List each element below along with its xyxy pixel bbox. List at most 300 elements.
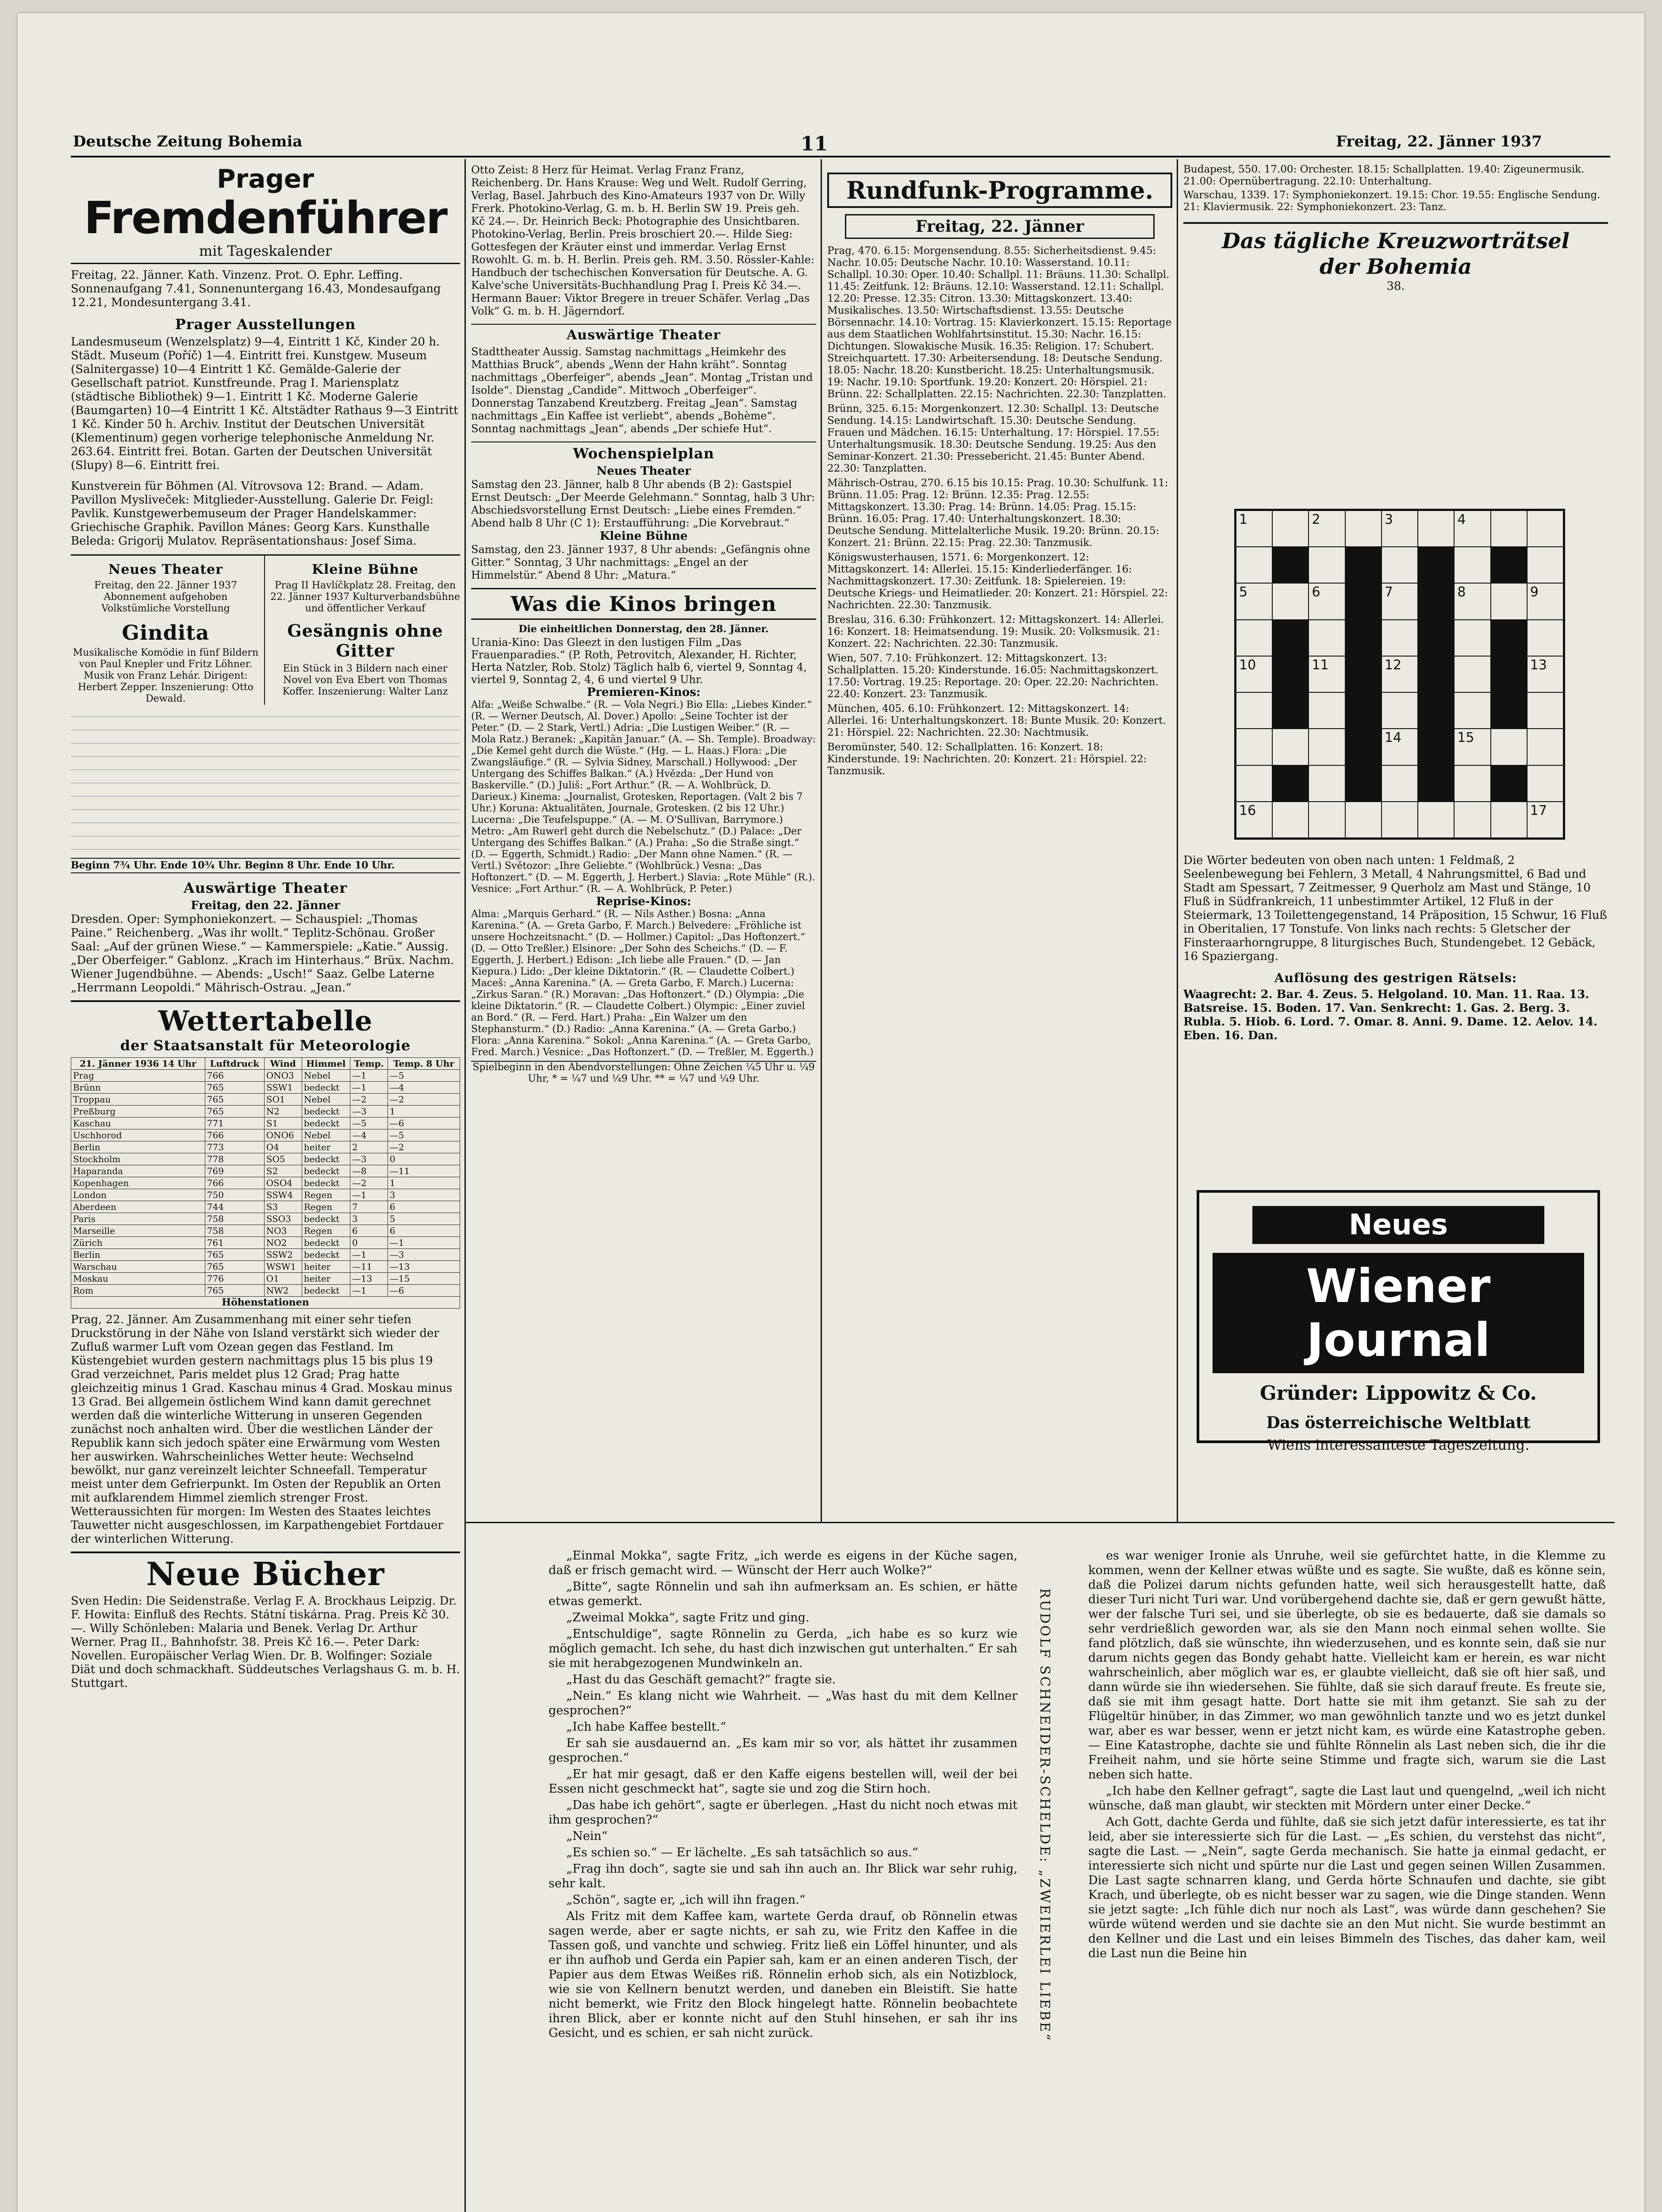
weather-subtitle: der Staatsanstalt für Meteorologie [120,1037,411,1054]
story-paragraph: „Es schien so.“ — Er lächelte. „Es sah tatsächlich so aus.“ [566,1846,918,1859]
radio-prag: Prag, 470. 6.15: Morgensendung. 8.55: Sicherheitsdienst. 9.45: Nachr. 10.05: Deutsche Nachr. 10.10: Wasserstand. 10.11: Schallpl. 10.30: Oper. 10.40: Schallpl. 11: Bräuns. 11.30: Schallpl. 11.45: Zeitfunk. 12: Bräuns. 12.10: Wasserstand. 12.11: Schallpl. 12.20: Presse. 12.35: Citron. 13.30: Mittagskonzert. 13.40: Musikalisches. 13.50: Wirtschaftsdienst. 13.55: Deutsche Börsennachr. 14.10: Vortrag. 15: Klavierkonzert. 15.15: Reportage aus dem Staatlichen Wohlfahrtsinstitut. 15.30: Nachr. 16.15: Dichtungen. Slowakische Musik. 16.35: Religion. 17: Schubert. Streichquartett. 17.30: Arbeitersendung. 18: Deutsche Sendung. 18.05: Nachr. 18.20: Kunstbericht. 18.25: Unterhaltungsmusik. 19: Nachr. 19.10: Sportfunk. 19.20: Konzert. 20: Hörspiel. 21: Brünn. 22: Schallplatten. 22.15: Nachrichten. 22.30: Tanzplatten. [827,245,1172,400]
weather-sky: Regen [302,1201,350,1213]
weather-wind: O1 [264,1273,302,1285]
crossword-cell[interactable] [1382,620,1418,656]
crossword-black-cell [1345,656,1382,692]
crossword-cell[interactable] [1491,583,1527,619]
crossword-number: 2 [1312,512,1320,527]
radio-title: Rundfunk-Programme. [827,173,1172,208]
radio-budapest: Budapest, 550. 17.00: Orchester. 18.15: Schallplatten. 19.40: Zigeunermusik. 21.00: Opernübertragung. 22.10: Unterhaltung. [1183,164,1585,187]
weather-row [71,1249,460,1261]
crossword-cell[interactable] [1454,765,1490,802]
weather-temp8: —4 [388,1082,460,1094]
weather-row [71,1118,460,1129]
crossword-cell[interactable] [1454,583,1490,619]
weather-col-pressure: Luftdruck [205,1058,264,1070]
story-paragraph: es war weniger Ironie als Unruhe, weil sie gefürchtet hatte, in die Klemme zu kommen, wenn der Kellner etwas wüßte und es sagte. Sie wußte, daß es könne sein, daß die Polizei darum nichts gefunden hatte, weil sich herausgestellt hatte, daß dieser Turi nicht Turi war. Und vorübergehend dachte sie, daß er gern gewußt hätte, wer der falsche Turi sei, und sie überlegte, ob sie es bedauerte, daß sie damals so sehr verdrießlich geworden war, als sie den Mann noch einmal sehen wollte. Sie fand plötzlich, daß sie wünschte, ihn wiederzusehen, und es konnte sein, daß sie nur darum nichts gegen das Bondy gehabt hatte. Vielleicht kam er herein, es war nicht wahrscheinlich, aber möglich war es, er glaubte vielleicht, daß sie oft hier saß, und dann würde sie ihn wiedersehen. Sie fühlte, daß sie sich darauf freute. Es freute sie, daß sie mit ihm gesagt hatte. Dort hatte sie mit ihm getanzt. Sie sah zu der Flügeltür hinüber, in das Zimmer, wo man gewöhnlich tanzte und wo es jetzt dunkel war, aber es war besser, wenn er jetzt nicht kam, es würde eine Katastrophe geben. — Eine Katastrophe, dachte sie und fühlte Rönnelin als Last neben sich, die ihr die Freiheit nahm, und sie hörte seine Stimme und fragte sich, warum sie die Last neben sich hatte. [1088,1549,1606,1782]
weather-sky: bedeckt [302,1237,350,1249]
crossword-cell[interactable] [1527,656,1563,692]
crossword-number: 4 [1457,512,1466,527]
weather-wind: ONO3 [264,1070,302,1082]
weather-col-temp8: Temp. 8 Uhr [388,1058,460,1070]
weather-pressure: 750 [205,1189,264,1201]
outside-theater-heading: Auswärtige Theater [183,879,348,896]
weather-report: Prag, 22. Jänner. Am Zusammenhang mit einer sehr tiefen Druckstörung in der Nähe von Island verstärkt sich wieder der Zufluß warmer Luft vom Ozean gegen das Festland. Im Küstengebiet wurden gestern nachmittags plus 15 bis plus 19 Grad verzeichnet, Paris meldet plus 12 Grad; Prag hatte gleichzeitig minus 1 Grad. Kaschau minus 4 Grad. Moskau minus 13 Grad. Bei allgemein östlichem Wind kann damit gerechnet werden daß die winterliche Witterung in unseren Gegenden zunächst noch anhalten wird. Über die westlichen Länder der Republik kann sich jedoch später eine Erwärmung vom Westen her auswirken. Wahrscheinliches Wetter heute: Wechselnd bewölkt, nur ganz vereinzelt leichter Schneefall. Temperatur meist unter dem Gefrierpunkt. Im Osten der Republik an Orten mit aufklarendem Himmel ziemlich strenger Frost. Wetteraussichten für morgen: Im Westen des Staates leichtes Tauwetter nicht ausgeschlossen, im Karpathengebiet Fortdauer der winterlichen Witterung. [71,1313,453,1546]
story-paragraph: Ach Gott, dachte Gerda und fühlte, daß sie sich jetzt dafür interessierte, es tat ihr leid, aber sie interessierte sich für die Last. — „Es schien, du verstehst das nicht“, sagte die Last. — „Nein“, sagte Gerda mechanisch. Sie hatte ja einmal gedacht, er interessierte sich nicht und spürte nur die Last und gegen seinen Willen Zusammen. Die Last sagte schnarren klang, und Gerda hörte Schnaufen und dachte, sie gibt Krach, und überlegte, ob es nicht besser war zu sagen, wie die Dinge standen. Wenn sie jetzt sagte: „Ich fühle dich nur noch als Last“, was würde dann geschehen? Sie würde wütend werden und sie dachte sie an den Mut nicht. Sie wurde bestimmt an den Kellner und die Last und ein leises Bimmeln des Tisches, das daher kam, weil die Last nun die Beine hin [1088,1815,1606,1960]
crossword-black-cell [1345,692,1382,729]
weather-temp: —3 [350,1153,388,1165]
weather-table [71,1057,460,1297]
weather-sky: heiter [302,1141,350,1153]
weather-city: Haparanda [71,1165,205,1177]
weather-temp: —2 [350,1177,388,1189]
story-paragraph: „Einmal Mokka“, sagte Fritz, „ich werde es eigens in der Küche sagen, daß er frisch gemacht wird. — Wünscht der Herr auch Wolke?“ [549,1549,1017,1577]
weather-temp8: —2 [388,1141,460,1153]
story-paragraph: „Schön“, sagte er, „ich will ihn fragen.“ [566,1893,806,1907]
crossword-cell[interactable] [1272,729,1309,765]
crossword-number: 8 [1457,584,1466,600]
guide-title-top: Prager [217,164,314,194]
crossword-cell[interactable] [1527,511,1563,547]
crossword-number: 14 [1384,730,1402,746]
premiere-heading: Premieren-Kinos: [587,686,701,699]
weather-wind: O4 [264,1141,302,1153]
story-paragraph: „Bitte“, sagte Rönnelin und sah ihn aufmerksam an. Es schien, er hätte etwas gemerkt. [549,1580,1017,1608]
kino-urania: Urania-Kino: Das Gleezt in den lustigen Film „Das Frauenparadies.“ (P. Roth, Petrovitch, Alexander, H. Richter, Herta Natzler, Rob. Stolz) Täglich halb 6, viertel 9, Sonntag 4, viertel 9, Sonntag 2, 4, 6 und viertel 9 Uhr. [471,636,807,686]
crossword-number: 9 [1530,584,1539,600]
weather-city: Rom [71,1285,205,1297]
weather-row [71,1225,460,1237]
weather-temp: 6 [350,1225,388,1237]
story-paragraph: „Zweimal Mokka“, sagte Fritz und ging. [566,1611,810,1624]
radio-bruenn: Brünn, 325. 6.15: Morgenkonzert. 12.30: Schallpl. 13: Deutsche Sendung. 14.15: Landwirtschaft. 15.30: Deutsche Sendung. Frauen und Mädchen. 16.15: Unterhaltung. 17: Hörspiel. 17.55: Unterhaltungsmusik. 18.30: Deutsche Sendung. 19.25: Aus den Seminar-Konzert. 21.30: Pressebericht. 21.45: Bunter Abend. 22.30: Tanzplatten. [827,403,1159,474]
weather-sky: heiter [302,1261,350,1273]
weather-temp8: —13 [388,1261,460,1273]
crossword-cell[interactable] [1309,692,1345,729]
story-paragraph: „Ich habe Kaffee bestellt.“ [566,1720,726,1734]
crossword-cell[interactable] [1382,692,1418,729]
crossword-black-cell [1418,547,1454,583]
weather-temp: 3 [350,1213,388,1225]
story-rule [464,1522,1615,1523]
weather-row [71,1201,460,1213]
crossword-cell[interactable] [1309,802,1345,838]
header-rule [71,156,1610,157]
crossword-cell[interactable] [1309,583,1345,619]
crossword-black-cell [1491,547,1527,583]
weather-row [71,1237,460,1249]
weather-row [71,1082,460,1094]
weather-pressure: 744 [205,1201,264,1213]
weather-section [71,1000,460,1546]
crossword-cell[interactable] [1454,692,1490,729]
weather-temp: —3 [350,1106,388,1118]
weather-sky: bedeckt [302,1118,350,1129]
weather-wind: NO2 [264,1237,302,1249]
crossword-cell[interactable] [1454,620,1490,656]
story-paragraph: „Hast du das Geschäft gemacht?“ fragte sie. [566,1673,836,1686]
crossword-cell[interactable] [1272,511,1309,547]
story-paragraph: „Das habe ich gehört“, sagte er überlegen. „Hast du nicht noch etwas mit ihm gesprochen?“ [549,1798,1017,1827]
aus-theater-text: Stadttheater Aussig. Samstag nachmittags „Heimkehr des Matthias Bruck“, abends „Wenn der Hahn kräht“. Sonntag nachmittags „Oberfeiger“, abends „Jean“. Montag „Tristan und Isolde“. Dienstag „Candide“. Mittwoch „Oberfeiger“. Donnerstag Tanzabend Kreutzberg. Freitag „Jean“. Samstag nachmittags „Ein Kaffee ist verliebt“, abends „Bohème“. Sonntag nachmittags „Jean“, abends „Der schiefe Hut“. [471,346,813,435]
weather-wind: SSO3 [264,1213,302,1225]
weather-wind: SO5 [264,1153,302,1165]
weather-temp: —1 [350,1070,388,1082]
header-paper-name: Deutsche Zeitung Bohemia [73,133,303,150]
crossword-number: 7 [1384,584,1393,600]
crossword-cell[interactable] [1527,765,1563,802]
kleine-buehne-credits: Ein Stück in 3 Bildern nach einer Novel von Eva Ebert von Thomas Koffer. Inszenierung: Walter Lanz [282,663,448,697]
crossword-text [1183,854,1608,1172]
story-paragraph: „Nein.“ Es klang nicht wie Wahrheit. — „Was hast du mit dem Kellner gesprochen?“ [549,1689,1017,1717]
weather-row [71,1106,460,1118]
weather-city: Paris [71,1213,205,1225]
crossword-cell[interactable] [1236,547,1272,583]
weather-temp: —1 [350,1249,388,1261]
crossword-black-cell [1345,583,1382,619]
weather-sky: Regen [302,1225,350,1237]
exhibitions-heading: Prager Ausstellungen [175,316,356,333]
weather-temp: —5 [350,1118,388,1129]
cast-list-lines [71,708,460,854]
weather-city: Warschau [71,1261,205,1273]
new-books-continued: Otto Zeist: 8 Herz für Heimat. Verlag Franz Franz, Reichenberg. Dr. Hans Krause: Weg und Welt. Rudolf Gerring, Verlag, Basel. Jahrbuch des Kino-Amateurs 1937 von Dr. Willy Frerk. Photokino-Verlag, G. m. b. H. Berlin SW 19. Preis geh. Kč 24.—. Dr. Heinrich Beck: Photographie des Unsichtbaren. Photokino-Verlag, Berlin. Preis broschiert 20.—. Hilde Sieg: Gottesfegen der Kräuter einst und immerdar. Verlag Ernst Rowohlt. G. m. b. H. Berlin. Preis geh. RM. 3.50. Rössler-Kahle: Handbuch der tschechischen Konversation für Deutsche. A. G. Kalve'sche Universitäts-Buchhandlung Prag I. Preis Kč 34.—. Hermann Bauer: Viktor Bregere in treuer Schäfer. Verlag „Das Volk“ G. m. b. H. Jägerndorf. [471,164,814,317]
weather-temp: —2 [350,1094,388,1106]
crossword-number: 15 [1457,730,1474,746]
books-list: Sven Hedin: Die Seidenstraße. Verlag F. A. Brockhaus Leipzig. Dr. F. Howita: Einfluß des Rechts. Státní tiskárna. Prag. Preis Kč 30.—. Willy Schönleben: Malaria und Benek. Verlag Dr. Arthur Werner. Prag II., Bahnhofstr. 38. Preis Kč 16.—. Peter Dark: Novellen. Europäischer Verlag Wien. Dr. B. Wolfinger: Soziale Diät und doch schmackhaft. Süddeutsches Verlagshaus G. m. b. H. Stuttgart. [71,1594,460,1690]
weekly-neues-theater: Neues Theater [596,465,691,478]
weather-temp8: —15 [388,1273,460,1285]
neues-theater-credits: Musikalische Komödie in fünf Bildern von Paul Knepler und Fritz Löhner. Musik von Franz Lehár. Dirigent: Herbert Zepper. Inszenierung: Otto Dewald. [73,647,259,704]
weather-wind: ONO6 [264,1129,302,1141]
weather-temp8: —5 [388,1129,460,1141]
weather-wind: SSW4 [264,1189,302,1201]
weather-sky: heiter [302,1273,350,1285]
crossword-black-cell [1418,765,1454,802]
crossword-black-cell [1272,620,1309,656]
weather-wind: NO3 [264,1225,302,1237]
crossword-black-cell [1418,692,1454,729]
fremdenfuehrer-column [71,164,460,2212]
weather-temp8: 0 [388,1153,460,1165]
weather-row [71,1094,460,1106]
crossword-cell[interactable] [1345,511,1382,547]
crossword-black-cell [1418,620,1454,656]
crossword-black-cell [1345,547,1382,583]
kleine-buehne-heading: Kleine Bühne [311,562,419,577]
column-divider [821,159,822,1522]
weekly-neues-theater-text: Samstag den 23. Jänner, halb 8 Uhr abends (B 2): Gastspiel Ernst Deutsch: „Der Meerde Gelehmann.“ Sonntag, halb 3 Uhr: Abschiedsvorstellung Ernst Deutsch: „Liebe eines Fremden.“ Abend halb 8 Uhr (C 1): Erstaufführung: „Die Korvebraut.“ [471,478,815,529]
weather-temp8: —1 [388,1237,460,1249]
crossword-cell[interactable] [1236,802,1272,838]
newspaper-page [18,13,1644,2212]
crossword-black-cell [1418,656,1454,692]
weather-city: Brünn [71,1082,205,1094]
crossword-cell[interactable] [1236,692,1272,729]
neues-theater-date: Freitag, den 22. Jänner 1937 Abonnement aufgehoben Volkstümliche Vorstellung [94,580,237,614]
weather-wind: S1 [264,1118,302,1129]
reprise-heading: Reprise-Kinos: [596,895,691,908]
books-title: Neue Bücher [146,1555,385,1593]
weather-wind: S3 [264,1201,302,1213]
ad-line-4: Das österreichische Weltblatt [1266,1413,1531,1432]
weather-row [71,1213,460,1225]
weather-temp: —1 [350,1082,388,1094]
weather-city: Troppau [71,1094,205,1106]
weather-wind: SSW2 [264,1249,302,1261]
exhibitions-text: Landesmuseum (Wenzelsplatz) 9—4, Eintritt 1 Kč, Kinder 20 h. Städt. Museum (Poříč) 1—4. Eintritt frei. Kunstgew. Museum (Salnitergasse) 10—4 Eintritt 1 Kč. Gemälde-Galerie der Gesellschaft patriot. Kunstfreunde. Prag I. Mariensplatz (städtische Bibliothek) 9—1. Eintritt 1 Kč. Moderne Galerie (Baumgarten) 10—4 Eintritt 1 Kč. Altstädter Rathaus 9—3 Eintritt 1 Kč. Kinder 50 h. Archiv. Institut der Deutschen Universität (Klementinum) gegen vorherige telephonische Anmeldung Nr. 263.64. Eintritt frei. Botan. Garten der Deutschen Universität (Slupy) 8—6. Eintritt frei. [71,335,458,472]
crossword-cell[interactable] [1527,802,1563,838]
weather-wind: OSO4 [264,1177,302,1189]
weather-temp: —11 [350,1261,388,1273]
weather-sky: bedeckt [302,1106,350,1118]
crossword-cell[interactable] [1491,511,1527,547]
crossword-black-cell [1345,620,1382,656]
weather-temp8: —5 [388,1070,460,1082]
weekly-kleine-buehne-text: Samstag, den 23. Jänner 1937, 8 Uhr abends: „Gefängnis ohne Gitter.“ Sonntag, 3 Uhr nachmittags: „Engel an der Himmelstür.“ Abend 8 Uhr: „Matura.“ [471,543,810,581]
weather-table-date: 21. Jänner 1936 14 Uhr [71,1058,205,1070]
weather-sky: bedeckt [302,1153,350,1165]
crossword-cell[interactable] [1272,802,1309,838]
weather-city: Aberdeen [71,1201,205,1213]
weather-sky: Nebel [302,1129,350,1141]
guide-subtitle: mit Tageskalender [71,242,460,264]
crossword-cell[interactable] [1309,729,1345,765]
crossword-clues: Die Wörter bedeuten von oben nach unten: 1 Feldmaß, 2 Seelenbewegung bei Fehlern, 3 Metall, 4 Nahrungsmittel, 6 Bad und Stadt am Spessart, 7 Zeitmesser, 9 Querholz am Mast und Stänge, 10 Fluß in Südfrankreich, 11 unbestimmter Artikel, 12 Fluß in der Steiermark, 13 Toilettengegenstand, 14 Präposition, 15 Schwur, 16 Fluß in Oberitalien, 17 Tonstufe. Von links nach rechts: 5 Gletscher der Finsteraarhorngruppe, 8 liturgisches Buch, Stundengebet. 12 Gebäck, 16 Spaziergang. [1183,854,1607,963]
crossword-cell[interactable] [1527,729,1563,765]
reprise-list: Alma: „Marquis Gerhard.“ (R. — Nils Asther.) Bosna: „Anna Karenina.“ (A. — Greta Garbo, F. March.) Belvedere: „Fröhliche ist unsere Hochzeitsnacht.“ (D. — Hollmer.) Capitol: „Das Hoftonzert.“ (D. — Otto Treßler.) Elsinore: „Der Sohn des Scheichs.“ (D. — F. Eggerth, J. Herbert.) Edison: „Ich liebe alle Frauen.“ (D. — Jan Kiepura.) Lido: „Der kleine Diktatorin.“ (R. — Claudette Colbert.) Maceš: „Anna Karenina.“ (A. — Greta Garbo, F. March.) Lucerna: „Zirkus Saran.“ (R.) Moravan: „Das Hoftonzert.“ (D.) Olympia: „Die kleine Diktatorin.“ (R. — Claudette Colbert.) Olympic: „Einer zuviel an Bord.“ (R. — Ferd. Hart.) Praha: „Ein Walzer um den Stephansturm.“ (D.) Radio: „Anna Karenina.“ (A. — Greta Garbo.) Flora: „Anna Karenina.“ Sokol: „Anna Karenina.“ (A. — Greta Garbo, Fred. March.) Vesnice: „Das Hoftonzert.“ (D. — Treßler, M. Eggerth.) [471,909,814,1058]
weather-pressure: 766 [205,1177,264,1189]
premiere-list: Alfa: „Weiße Schwalbe.“ (R. — Vola Negri.) Bio Ella: „Liebes Kinder.“ (R. — Werner Deutsch, Al. Dover.) Apollo: „Seine Tochter ist der Peter.“ (D. — 2 Stark, Vertl.) Adria: „Die Lustigen Weiber.“ (R. — Mola Ratz.) Beranek: „Kapitän Januar.“ (A. — Sh. Temple). Broadway: „Die Kemel geht durch die Wüste.“ (Hg. — L. Haas.) Flora: „Die Zwangsläufige.“ (R. — Sylvia Sidney, Marschall.) Hollywood: „Der Untergang des Schiffes Balkan.“ (A.) Hvězda: „Der Hund von Baskerville.“ (D.) Juliš: „Fort Arthur.“ (R. — A. Wohlbrück, D. Darieux.) Kinema: „Journalist, Grotesken, Reportagen. (Valt 2 bis 7 Uhr.) Koruna: Aktualitäten, Journale, Grotesken. (2 bis 12 Uhr.) Lucerna: „Die Teufelspuppe.“ (A. — M. O'Sullivan, Barrymore.) Metro: „Am Ruwerl geht durch die Nebelschutz.“ (D.) Palace: „Der Untergang des Schiffes Balkan.“ (A.) Praha: „So die Straße singt.“ (D. — Eggerth, Schmidt.) Radio: „Der Mann ohne Namen.“ (R. — Vertl.) Světozor: „Ihre Geliebte.“ (Wohlbrück.) Vesna: „Das Hoftonzert.“ (D. — M. Eggerth, J. Herbert.) Slavia: „Rote Mühle“ (R.). Vesnice: „Fort Arthur.“ (R. — A. Wohlbrück, P. Peter.) [471,699,816,895]
story-paragraph: Er sah sie ausdauernd an. „Es kam mir so vor, als hättet ihr zusammen gesprochen.“ [549,1736,1017,1765]
weather-pressure: 765 [205,1249,264,1261]
weather-table-body [71,1070,460,1297]
crossword-black-cell [1491,765,1527,802]
weather-pressure: 765 [205,1082,264,1094]
crossword-number: 5 [1239,584,1248,600]
crossword-cell[interactable] [1454,547,1490,583]
weather-wind: WSW1 [264,1261,302,1273]
weather-temp: —8 [350,1165,388,1177]
crossword-cell[interactable] [1382,511,1418,547]
weather-temp8: —3 [388,1249,460,1261]
weather-city: Berlin [71,1249,205,1261]
weather-pressure: 765 [205,1261,264,1273]
weather-city: Moskau [71,1273,205,1285]
crossword-cell[interactable] [1309,547,1345,583]
weather-wind: SO1 [264,1094,302,1106]
middle-column [471,164,816,1517]
crossword-black-cell [1418,583,1454,619]
crossword-cell[interactable] [1491,729,1527,765]
weekly-kleine-buehne: Kleine Bühne [599,530,688,543]
weather-wind: S2 [264,1165,302,1177]
crossword-cell[interactable] [1454,802,1490,838]
kino-heading: Was die Kinos bringen [471,588,816,620]
weather-temp: —1 [350,1285,388,1297]
weather-city: Zürich [71,1237,205,1249]
weather-city: Kaschau [71,1118,205,1129]
weather-pressure: 758 [205,1213,264,1225]
crossword-title: Das tägliche Kreuzworträtsel der Bohemia [1222,229,1570,279]
crossword-cell[interactable] [1527,620,1563,656]
crossword-section [1183,222,1608,293]
kleine-buehne-date: Prag II Havlíčkplatz 28. Freitag, den 22. Jänner 1937 Kulturverbandsbühne und öffentlicher Verkauf [270,580,460,614]
weather-temp: —13 [350,1273,388,1285]
weather-pressure: 771 [205,1118,264,1129]
weather-row [71,1285,460,1297]
radio-warschau: Warschau, 1339. 17: Symphoniekonzert. 19.15: Chor. 19.55: Englische Sendung. 21: Klaviermusik. 22: Symphoniekonzert. 23: Tanz. [1183,189,1601,213]
art-exhibitions-text: Kunstverein für Böhmen (Al. Vítrovsova 12: Brand. — Adam. Pavillon Mysliveček: Mitglieder-Ausstellung. Galerie Dr. Feigl: Pavlik. Kunstgewerbemuseum der Prager Handelskammer: Griechische Graphik. Pavillon Mánes: Georg Kars. Kunsthalle Beleda: Grigorij Mulatov. Repräsentationshaus: Josef Sima. [71,480,434,548]
ad-line-5: Wiens interessanteste Tageszeitung. [1267,1436,1530,1453]
crossword-number: 17 [1530,803,1547,818]
weather-col-wind: Wind [264,1058,302,1070]
weather-wind: SSW1 [264,1082,302,1094]
crossword-cell[interactable] [1309,511,1345,547]
weather-pressure: 776 [205,1273,264,1285]
crossword-cell[interactable] [1382,765,1418,802]
outside-theater-text: Dresden. Oper: Symphoniekonzert. — Schauspiel: „Thomas Paine.“ Reichenberg. „Was ihr wollt.“ Teplitz-Schönau. Großer Saal: „Auf der grünen Wiese.“ — Kammerspiele: „Katie.“ Aussig. „Der Oberfeiger.“ Gablonz. „Krach im Hinterhaus.“ Brüx. Nachm. Wiener Jugendbühne. — Abends: „Usch!“ Saaz. Gelbe Laterne „Herrmann Leopoldi.“ Mährisch-Ostrau. „Jean.“ [71,913,454,995]
weather-temp: 2 [350,1141,388,1153]
crossword-cell[interactable] [1491,802,1527,838]
neues-theater-heading: Neues Theater [108,562,223,577]
story-column-2 [1088,1548,1606,2212]
weather-pressure: 765 [205,1106,264,1118]
weather-sky: Nebel [302,1070,350,1082]
crossword-cell[interactable] [1236,656,1272,692]
crossword-cell[interactable] [1272,583,1309,619]
radio-breslau: Breslau, 316. 6.30: Frühkonzert. 12: Mittagskonzert. 14: Allerlei. 16: Konzert. 18: Heimatsendung. 19: Musik. 20: Volksmusik. 21: Konzert. 22: Nachrichten. 22.30: Tanzmusik. [827,614,1164,649]
weather-sky: bedeckt [302,1165,350,1177]
radio-ostrau: Mährisch-Ostrau, 270. 6.15 bis 10.15: Prag. 10.30: Schulfunk. 11: Brünn. 11.05: Prag. 12: Brünn. 12.35: Prag. 12.55: Mittagskonzert. 13.30: Prag. 14: Brünn. 14.05: Prag. 15.15: Brünn. 16.05: Prag. 17.40: Unterhaltungskonzert. 18.30: Deutsche Sendung. Mittelalterliche Musik. 19.20: Brünn. 20.15: Konzert. 21: Brünn. 22.15: Prag. 22.30: Tanzmusik. [827,477,1168,549]
crossword-cell[interactable] [1236,620,1272,656]
crossword-cell[interactable] [1527,583,1563,619]
kino-subheading: Die einheitlichen Donnerstag, den 28. Jänner. [518,623,769,635]
weather-row [71,1129,460,1141]
radio-day: Freitag, 22. Jänner [845,214,1155,239]
crossword-cell[interactable] [1309,620,1345,656]
crossword-number: 10 [1239,657,1256,673]
kleine-buehne [270,556,460,705]
story-author-vertical [1033,1588,1059,2208]
crossword-cell[interactable] [1418,802,1454,838]
crossword-cell[interactable] [1382,729,1418,765]
crossword-cell[interactable] [1527,692,1563,729]
ad-line-3: Gründer: Lippowitz & Co. [1260,1382,1537,1405]
crossword-cell[interactable] [1345,802,1382,838]
weather-city: Prag [71,1070,205,1082]
story-author-title: RUDOLF SCHNEIDER-SCHELDE: „ZWEIERLEI LIEBE“ [1037,1588,1052,2042]
weather-sky: bedeckt [302,1082,350,1094]
neues-theater-play: Gindita [122,621,210,645]
weather-city: Stockholm [71,1153,205,1165]
weather-temp8: 3 [388,1189,460,1201]
crossword-cell[interactable] [1382,656,1418,692]
weather-temp8: 5 [388,1213,460,1225]
crossword-cell[interactable] [1236,583,1272,619]
crossword-cell[interactable] [1309,765,1345,802]
weather-pressure: 761 [205,1237,264,1249]
radio-wien: Wien, 507. 7.10: Frühkonzert. 12: Mittagskonzert. 13: Schallplatten. 15.20: Kinderstunde. 16.05: Nachmittagskonzert. 17.50: Vortrag. 19.25: Reportage. 20: Oper. 22.20: Nachrichten. 22.40: Konzert. 23: Tanzmusik. [827,653,1159,700]
weather-wind: NW2 [264,1285,302,1297]
weather-city: Berlin [71,1141,205,1153]
weather-pressure: 765 [205,1285,264,1297]
weather-pressure: 766 [205,1129,264,1141]
story-paragraph: „Ich habe den Kellner gefragt“, sagte die Last laut und quengelnd, „weil ich nicht wünsche, daß man glaubt, wir steckten mit Mördern unter einer Decke.“ [1088,1784,1606,1813]
weather-pressure: 769 [205,1165,264,1177]
weather-temp8: 1 [388,1177,460,1189]
weather-temp8: —6 [388,1118,460,1129]
weather-temp8: —11 [388,1165,460,1177]
weather-temp: 7 [350,1201,388,1213]
story-paragraph: „Frag ihn doch“, sagte sie und sah ihn auch an. Ihr Blick war sehr ruhig, sehr kalt. [549,1862,1017,1890]
crossword-number: 13 [1530,657,1547,673]
crossword-cell[interactable] [1418,511,1454,547]
radio-column [827,173,1172,1517]
radio-koenigswusterhausen: Königswusterhausen, 1571. 6: Morgenkonzert. 12: Mittagskonzert. 14: Allerlei. 15.15: Kinderliederfänger. 16: Nachmittagskonzert. 17.30: Zeitfunk. 18: Spielereien. 19: Deutsche Kriegs- und Heimatlieder. 20: Konzert. 21: Hörspiel. 22: Nachrichten. 22.30: Tanzmusik. [827,552,1168,611]
crossword-cell[interactable] [1454,729,1490,765]
crossword-black-cell [1345,765,1382,802]
weather-city: Uschhorod [71,1129,205,1141]
solution-heading: Auflösung des gestrigen Rätsels: [1274,971,1517,985]
weather-city: London [71,1189,205,1201]
weather-row [71,1153,460,1165]
kino-footnote: Spielbeginn in den Abendvorstellungen: Ohne Zeichen ¼5 Uhr u. ¼9 Uhr, * = ¼7 und ¼9 Uhr. ** = ¼7 und ¼9 Uhr. [471,1061,816,1085]
weather-title: Wettertabelle [158,1005,373,1037]
guide-title: Fremdenführer [84,192,447,244]
outside-theater-date: Freitag, den 22. Jänner [191,899,340,912]
story-column-1 [549,1548,1017,2212]
story-paragraph: „Entschuldige“, sagte Rönnelin zu Gerda, „ich habe es so kurz wie möglich gemacht. Ich sehe, du hast dich inzwischen gut unterhalten.“ Er sah sie mit herabgezogenen Mundwinkeln an. [549,1627,1017,1670]
weather-col-sky: Himmel [302,1058,350,1070]
crossword-cell[interactable] [1527,547,1563,583]
ad-line-1: Neues [1252,1206,1544,1244]
weather-city: Preßburg [71,1106,205,1118]
weather-row [71,1273,460,1285]
weather-row [71,1070,460,1082]
weather-pressure: 773 [205,1141,264,1153]
header-page-number: 11 [801,133,828,155]
weather-sky: bedeckt [302,1249,350,1261]
weather-temp: —4 [350,1129,388,1141]
crossword-cell[interactable] [1382,583,1418,619]
weather-temp8: —2 [388,1094,460,1106]
weather-temp: —1 [350,1189,388,1201]
crossword-cell[interactable] [1309,656,1345,692]
crossword-cell[interactable] [1454,656,1490,692]
cast-timing: Beginn 7¾ Uhr. Ende 10¾ Uhr. Beginn 8 Uhr. Ende 10 Uhr. [71,858,460,873]
weekly-program-heading: Wochenspielplan [471,442,816,462]
crossword-cell[interactable] [1454,511,1490,547]
crossword-number: 1 [1239,512,1248,527]
weather-row [71,1141,460,1153]
crossword-black-cell [1491,656,1527,692]
weather-temp8: 6 [388,1201,460,1213]
solution-text: Waagrecht: 2. Bar. 4. Zeus. 5. Helgoland. 10. Man. 11. Raa. 13. Batsreise. 15. Boden. 17. Van. Senkrecht: 1. Gas. 2. Berg. 3. Rubla. 5. Hiob. 6. Lord. 7. Omar. 8. Anni. 9. Dame. 12. Aelov. 14. Eben. 16. Dan. [1183,988,1598,1042]
crossword-cell[interactable] [1236,511,1272,547]
crossword-cell[interactable] [1236,729,1272,765]
weather-row [71,1261,460,1273]
weather-pressure: 758 [205,1225,264,1237]
weather-wind: N2 [264,1106,302,1118]
guide-calendar: Freitag, 22. Jänner. Kath. Vinzenz. Prot. O. Ephr. Leffing. Sonnenaufgang 7.41, Sonnenuntergang 16.43, Mondesaufgang 12.21, Mondesuntergang 3.41. [71,269,441,309]
crossword-cell[interactable] [1382,547,1418,583]
neues-theater [71,556,265,705]
crossword-cell[interactable] [1236,765,1272,802]
crossword-cell[interactable] [1382,802,1418,838]
story-paragraph: Als Fritz mit dem Kaffee kam, wartete Gerda drauf, ob Rönnelin etwas sagen werde, aber er sagte nichts, er sah zu, wie Fritz den Kaffee in die Tassen goß, und vanchte und schwieg. Fritz ließ ein Löffel hinunter, und als er ihn aufhob und Gerda ein Papier sah, kam er an einen anderen Tisch, der Papier aus dem Etwas Weißes riß. Rönnelin erhob sich, als ein Notizblock, wie sie von Kellnern benutzt werden, und daneben ein Bleistift. Sie hatte nicht bemerkt, wie Fritz den Block hingelegt hatte. Rönnelin beobachtete ihren Blick, aber er konnte nicht auf den Stuhl hinsehen, er sah ihr ins Gesicht, und es schien, er sah nicht zurück. [549,1909,1017,2040]
weather-city: Marseille [71,1225,205,1237]
